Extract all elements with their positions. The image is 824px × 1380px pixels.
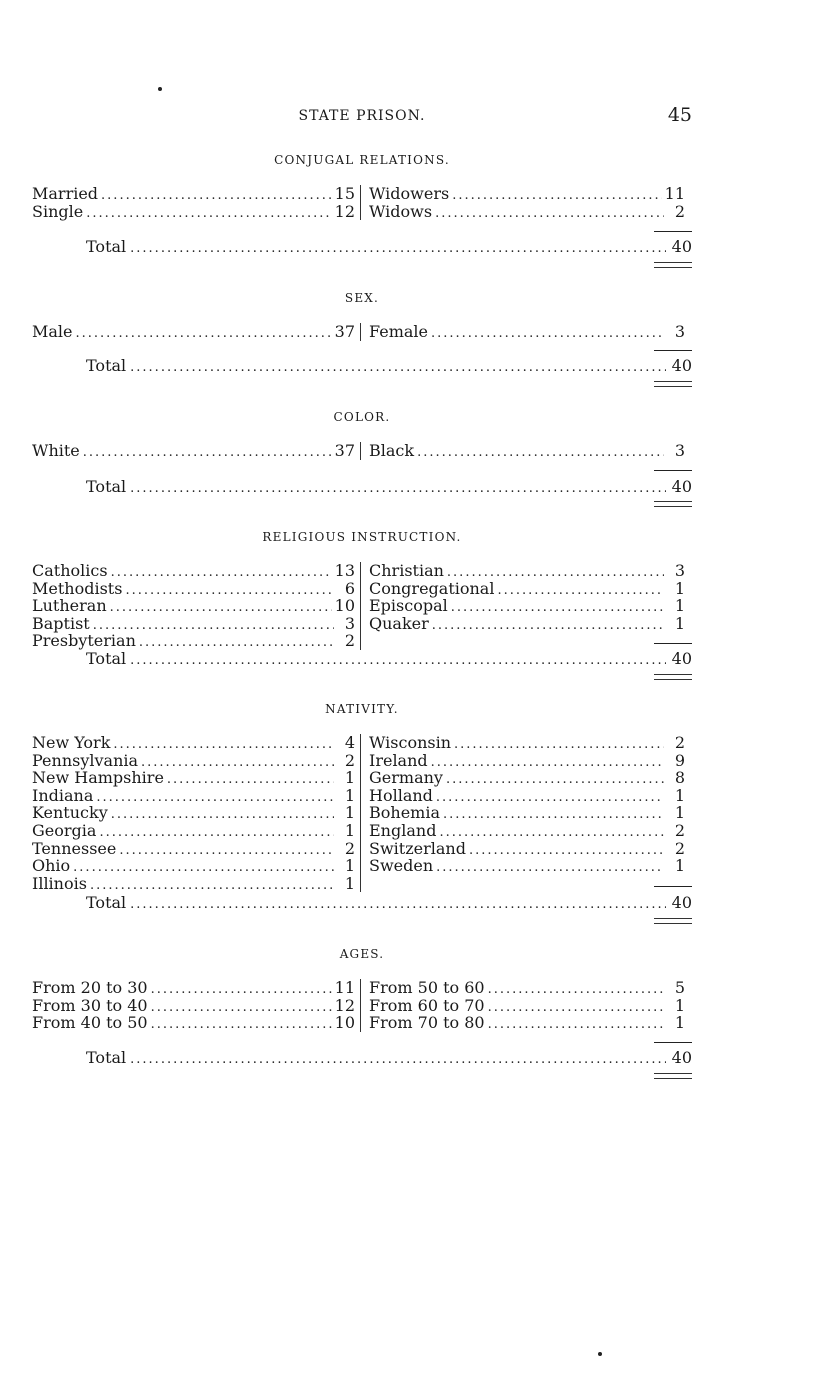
row-value: 2 [344,631,355,651]
row-label: Episcopal [369,596,448,616]
total-value: 40 [671,356,692,375]
row-label: Black [369,441,415,460]
right-column [360,323,685,341]
table-row [32,857,355,875]
table-row [32,580,355,598]
running-title: STATE PRISON. [298,108,426,124]
table-row [369,1014,685,1032]
section-religious-instruction [32,528,692,668]
total-value: 40 [671,237,692,256]
total-label: Total [86,893,127,912]
row-value: 1 [674,1013,685,1033]
table-row [32,323,355,341]
row-label: Georgia [32,820,97,840]
row-value: 1 [344,856,355,876]
table-row [32,734,355,752]
row-value: 4 [344,733,355,752]
row-label: Married [32,184,99,203]
row-value: 2 [674,201,685,221]
table-row [32,615,355,633]
row-value: 1 [674,856,685,876]
row-value: 3 [674,441,685,460]
total-label: Total [86,649,127,668]
total-label: Total [86,477,127,496]
right-column [360,442,685,460]
table-row [32,822,355,840]
total-label: Total [86,1048,127,1067]
left-column [32,734,360,892]
double-rule [654,674,692,680]
row-label: Catholics [32,561,108,580]
row-label: From 70 to 80 [369,1013,485,1033]
table-row [369,203,685,221]
table-row [32,769,355,787]
sum-rule [654,470,692,471]
right-column [360,562,685,650]
row-label: Congregational [369,578,495,598]
table-row [369,185,685,203]
table-row [369,787,685,805]
row-label: Illinois [32,873,87,893]
row-label: Baptist [32,613,90,633]
table-row [369,979,685,997]
table-row [32,597,355,615]
row-value: 2 [674,733,685,752]
row-label: Widowers [369,184,450,203]
row-value: 1 [674,803,685,823]
row-label: Germany [369,768,443,788]
row-value: 37 [334,322,355,341]
right-column [360,734,685,892]
row-value: 3 [674,561,685,580]
row-label: Single [32,201,84,221]
section-title: CONJUGAL RELATIONS. [274,153,450,167]
row-value: 2 [674,838,685,858]
left-column [32,562,360,650]
left-column [32,442,360,460]
row-label: Pennsylvania [32,750,139,770]
row-value: 12 [334,201,355,221]
left-column [32,979,360,1032]
table-row [369,840,685,858]
table-row [369,323,685,341]
table-row [32,185,355,203]
table-row [32,979,355,997]
total-row [86,650,692,668]
double-rule [654,918,692,924]
row-value: 3 [674,322,685,341]
row-value: 1 [344,803,355,823]
row-value: 13 [334,561,355,580]
row-label: From 60 to 70 [369,995,485,1015]
row-value: 1 [344,785,355,805]
row-value: 1 [344,873,355,893]
row-label: Wisconsin [369,733,452,752]
section-color [32,408,692,496]
row-label: Christian [369,561,444,580]
row-value: 2 [344,750,355,770]
total-value: 40 [671,649,692,668]
row-label: New York [32,733,111,752]
row-value: 11 [664,184,685,203]
table-row [369,562,685,580]
row-label: Female [369,322,428,341]
total-value: 40 [671,893,692,912]
row-label: From 40 to 50 [32,1013,148,1033]
row-label: Male [32,322,73,341]
row-value: 1 [344,768,355,788]
section-ages [32,945,692,1067]
table-row [32,804,355,822]
row-label: Indiana [32,785,94,805]
row-label: From 50 to 60 [369,978,485,997]
table-row [32,787,355,805]
row-value: 8 [674,768,685,788]
section-conjugal-relations [32,151,692,256]
row-label: Ireland [369,750,428,770]
row-label: England [369,820,437,840]
table-row [32,562,355,580]
row-value: 12 [334,995,355,1015]
table-row [32,632,355,650]
table-row [369,597,685,615]
double-rule [654,501,692,507]
double-rule [654,381,692,387]
section-title: AGES. [339,947,385,961]
total-value: 40 [671,1048,692,1067]
section-title: RELIGIOUS INSTRUCTION. [262,530,462,544]
table-row [369,734,685,752]
sum-rule [654,886,692,887]
row-label: Presbyterian [32,631,136,651]
row-label: Bohemia [369,803,440,823]
sum-rule [654,350,692,351]
table-row [32,442,355,460]
table-row [369,804,685,822]
table-row [369,442,685,460]
row-value: 2 [344,838,355,858]
ink-speck [598,1352,602,1356]
page-number: 45 [667,104,692,126]
row-label: Methodists [32,578,123,598]
row-value: 15 [334,184,355,203]
right-column [360,979,685,1032]
row-value: 1 [674,785,685,805]
section-title: NATIVITY. [325,702,399,716]
table-row [32,840,355,858]
row-value: 1 [674,613,685,633]
row-label: Holland [369,785,433,805]
running-header [32,104,692,130]
row-label: Tennessee [32,838,117,858]
row-value: 5 [674,978,685,997]
ink-speck [158,87,162,91]
row-value: 1 [674,596,685,616]
total-label: Total [86,356,127,375]
table-row [32,203,355,221]
total-row [86,357,692,375]
row-value: 1 [674,995,685,1015]
double-rule [654,262,692,268]
row-value: 2 [674,820,685,840]
row-value: 11 [334,978,355,997]
double-rule [654,1073,692,1079]
row-value: 1 [344,820,355,840]
row-label: Quaker [369,613,429,633]
total-label: Total [86,237,127,256]
row-value: 10 [334,1013,355,1033]
section-sex [32,289,692,375]
row-label: Lutheran [32,596,107,616]
row-value: 3 [344,613,355,633]
row-label: From 20 to 30 [32,978,148,997]
table-row [369,857,685,875]
table-row [32,875,355,893]
row-label: Widows [369,201,433,221]
row-value: 9 [674,750,685,770]
row-label: Kentucky [32,803,108,823]
row-value: 1 [674,578,685,598]
table-row [32,752,355,770]
sum-rule [654,1042,692,1043]
row-label: Ohio [32,856,71,876]
table-row [32,997,355,1015]
table-row [369,822,685,840]
section-title: COLOR. [333,410,391,424]
row-value: 6 [344,578,355,598]
table-row [369,752,685,770]
row-label: Sweden [369,856,434,876]
total-row [86,478,692,496]
row-label: Switzerland [369,838,466,858]
sum-rule [654,231,692,232]
sum-rule [654,643,692,644]
table-row [369,769,685,787]
row-label: From 30 to 40 [32,995,148,1015]
left-column [32,323,360,341]
left-column [32,185,360,220]
table-row [369,580,685,598]
total-row [86,894,692,912]
section-nativity [32,700,692,912]
table-row [369,615,685,633]
row-label: New Hampshire [32,768,164,788]
total-value: 40 [671,477,692,496]
table-row [32,1014,355,1032]
total-row [86,238,692,256]
row-value: 37 [334,441,355,460]
row-label: White [32,441,80,460]
table-row [369,997,685,1015]
section-title: SEX. [344,291,380,305]
row-value: 10 [334,596,355,616]
right-column [360,185,685,220]
total-row [86,1049,692,1067]
